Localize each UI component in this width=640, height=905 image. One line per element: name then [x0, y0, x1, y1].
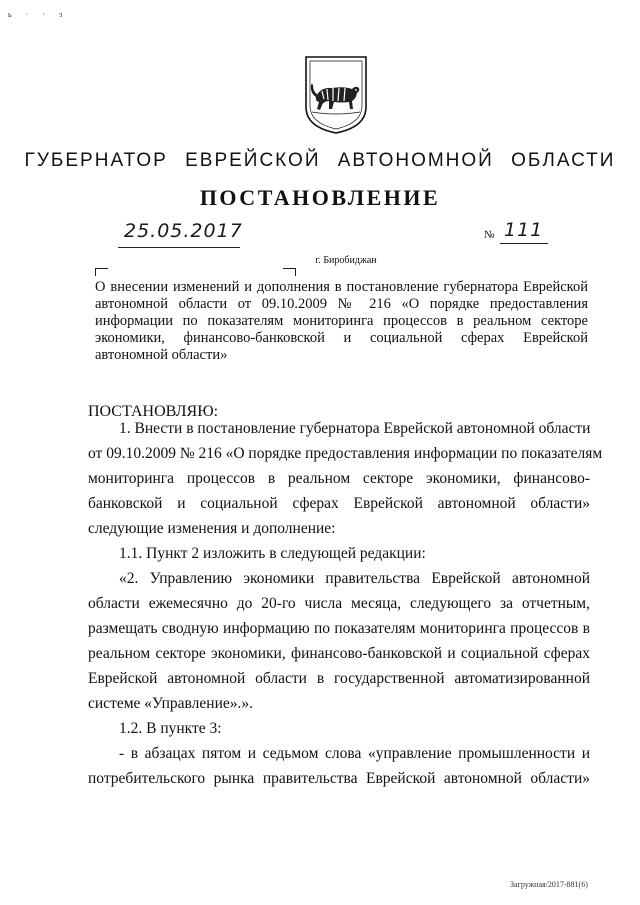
body-line: 1. Внести в постановление губернатора Еврейской автономной области [119, 420, 591, 437]
governor-title: ГУБЕРНАТОР ЕВРЕЙСКОЙ АВТОНОМНОЙ ОБЛАСТИ [24, 150, 616, 171]
subject-line: автономной области» [95, 347, 228, 363]
subject-line: экономики, финансово-банковской и социальной сферах Еврейской [95, 330, 588, 346]
body-line: 1.1. Пункт 2 изложить в следующей редакции: [119, 545, 426, 562]
subject-bracket-right [283, 268, 296, 276]
subject-line: информации по показателям мониторинга процессов в реальном секторе [95, 313, 588, 329]
coat-of-arms-emblem [302, 55, 370, 135]
body-line: «2. Управлению экономики правительства Еврейской автономной [119, 570, 590, 587]
body-line: области ежемесячно до 20-го числа месяца, следующего за отчетным, [88, 595, 590, 612]
subject-line: автономной области от 09.10.2009 № 216 «О порядке предоставления [95, 296, 588, 312]
body-line: - в абзацах пятом и седьмом слова «управление промышленности и [119, 745, 590, 762]
body-line: от 09.10.2009 № 216 «О порядке предоставления информации по показателям [88, 445, 603, 462]
footer-registry-code: Загружная/2017-881(6) [510, 880, 588, 889]
number-label: № [484, 229, 495, 241]
decree-word: ПОСТАНОВЛЯЮ: [88, 403, 219, 420]
body-line: системе «Управление».». [88, 695, 254, 712]
body-line: банковской и социальной сферах Еврейской автономной области» [88, 495, 590, 512]
body-line: реальном секторе экономики, финансово-банковской и социальной сферах [88, 645, 590, 662]
document-number: 111 [504, 219, 544, 241]
body-line: потребительского рынка правительства Еврейской автономной области» [88, 770, 590, 787]
body-line: 1.2. В пункте 3: [119, 720, 222, 737]
body-line: Еврейской автономной области в государственной автоматизированной [88, 670, 590, 687]
subject-line: О внесении изменений и дополнения в постановление губернатора Еврейской [95, 279, 588, 295]
document-subject [95, 279, 588, 364]
city-line: г. Биробиджан [315, 255, 377, 266]
document-date: 25.05.2017 [124, 220, 243, 242]
document-body [88, 416, 603, 791]
subject-bracket-left [95, 268, 108, 276]
body-line: размещать сводную информацию по показателям мониторинга процессов в [88, 620, 590, 637]
scan-corner-marks: ь · · з [8, 10, 69, 19]
date-underline [118, 247, 240, 248]
document-type-heading: ПОСТАНОВЛЕНИЕ [199, 185, 441, 210]
number-underline [500, 243, 548, 244]
body-line: следующие изменения и дополнение: [88, 520, 336, 537]
body-line: мониторинга процессов в реальном секторе экономики, финансово- [88, 470, 590, 487]
